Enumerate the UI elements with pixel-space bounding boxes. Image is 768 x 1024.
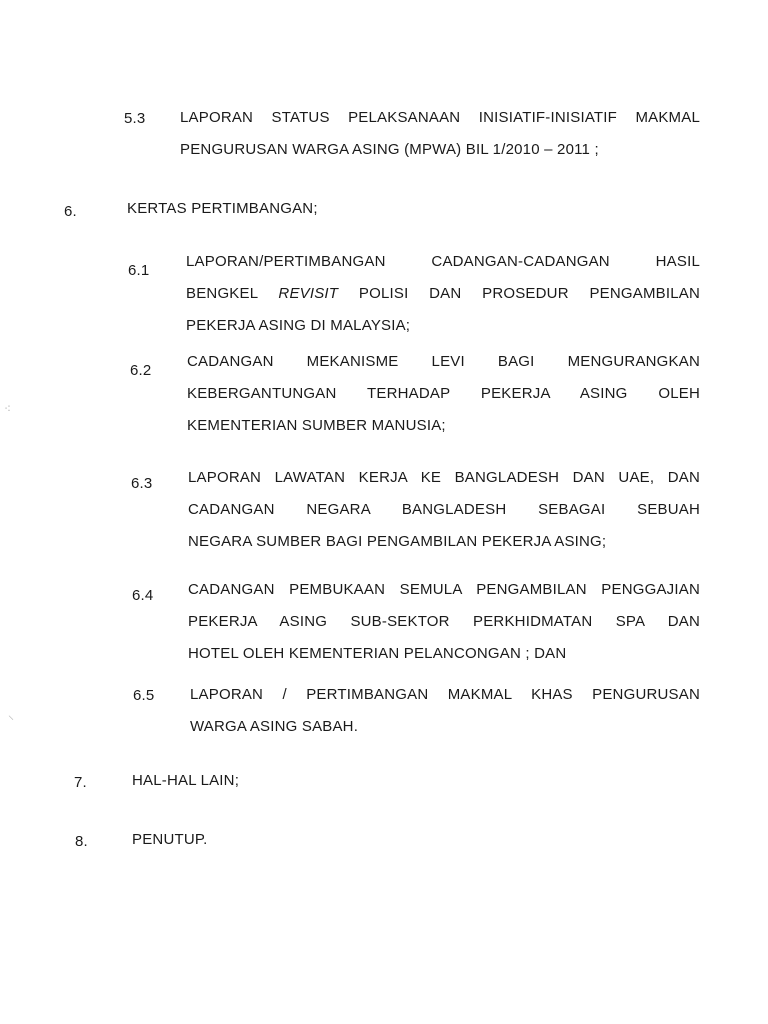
item-text-line: WARGA ASING SABAH. bbox=[190, 718, 359, 735]
item-text-line: PEKERJA ASING DI MALAYSIA; bbox=[186, 317, 411, 334]
item-number: 6.5 bbox=[133, 687, 155, 704]
item-number: 5.3 bbox=[124, 110, 146, 127]
agenda-item-6-2 bbox=[187, 346, 700, 442]
item-text-line: PEKERJA ASING SUB-SEKTOR PERKHIDMATAN SPA DAN bbox=[188, 613, 700, 630]
item-number: 6.4 bbox=[132, 587, 154, 604]
item-text-line: NEGARA SUMBER BAGI PENGAMBILAN PEKERJA ASING; bbox=[188, 533, 607, 550]
item-text-line: CADANGAN NEGARA BANGLADESH SEBAGAI SEBUAH bbox=[188, 501, 700, 518]
item-text-line: LAPORAN STATUS PELAKSANAAN INISIATIF-INISIATIF MAKMAL bbox=[180, 109, 700, 126]
section-number: 6. bbox=[64, 203, 77, 220]
agenda-item-6-1 bbox=[186, 246, 700, 342]
agenda-item-6-3 bbox=[188, 462, 700, 558]
item-text-italic: REVISIT bbox=[278, 285, 339, 302]
item-text-line: LAPORAN LAWATAN KERJA KE BANGLADESH DAN UAE, DAN bbox=[188, 469, 700, 486]
agenda-item-5-3 bbox=[180, 102, 700, 166]
section-title: HAL-HAL LAIN; bbox=[132, 772, 240, 789]
item-number: 6.3 bbox=[131, 475, 153, 492]
section-number: 7. bbox=[74, 774, 87, 791]
section-title: KERTAS PERTIMBANGAN; bbox=[127, 200, 318, 217]
item-text-fragment: BENGKEL bbox=[186, 285, 279, 302]
item-text-line: KEBERGANTUNGAN TERHADAP PEKERJA ASING OLEH bbox=[187, 385, 700, 402]
scan-speck: ⁖ bbox=[4, 402, 12, 416]
item-text-line: HOTEL OLEH KEMENTERIAN PELANCONGAN ; DAN bbox=[188, 645, 567, 662]
section-title: PENUTUP. bbox=[132, 831, 208, 848]
scan-speck: ⸜ bbox=[8, 708, 15, 722]
item-text-line: LAPORAN/PERTIMBANGAN CADANGAN-CADANGAN HASIL bbox=[186, 253, 700, 270]
agenda-item-6-5 bbox=[190, 679, 700, 743]
item-text-line: PENGURUSAN WARGA ASING (MPWA) BIL 1/2010 – 2011 ; bbox=[180, 141, 599, 158]
item-text-fragment: POLISI DAN PROSEDUR PENGAMBILAN bbox=[338, 285, 701, 302]
item-text-line bbox=[186, 278, 700, 310]
item-text-line: LAPORAN / PERTIMBANGAN MAKMAL KHAS PENGURUSAN bbox=[190, 686, 700, 703]
section-number: 8. bbox=[75, 833, 88, 850]
agenda-item-6-4 bbox=[188, 574, 700, 670]
item-number: 6.2 bbox=[130, 362, 152, 379]
item-number: 6.1 bbox=[128, 262, 150, 279]
item-text-line: CADANGAN PEMBUKAAN SEMULA PENGAMBILAN PENGGAJIAN bbox=[188, 581, 700, 598]
item-text-line: KEMENTERIAN SUMBER MANUSIA; bbox=[187, 417, 446, 434]
item-text-line: CADANGAN MEKANISME LEVI BAGI MENGURANGKAN bbox=[187, 353, 700, 370]
